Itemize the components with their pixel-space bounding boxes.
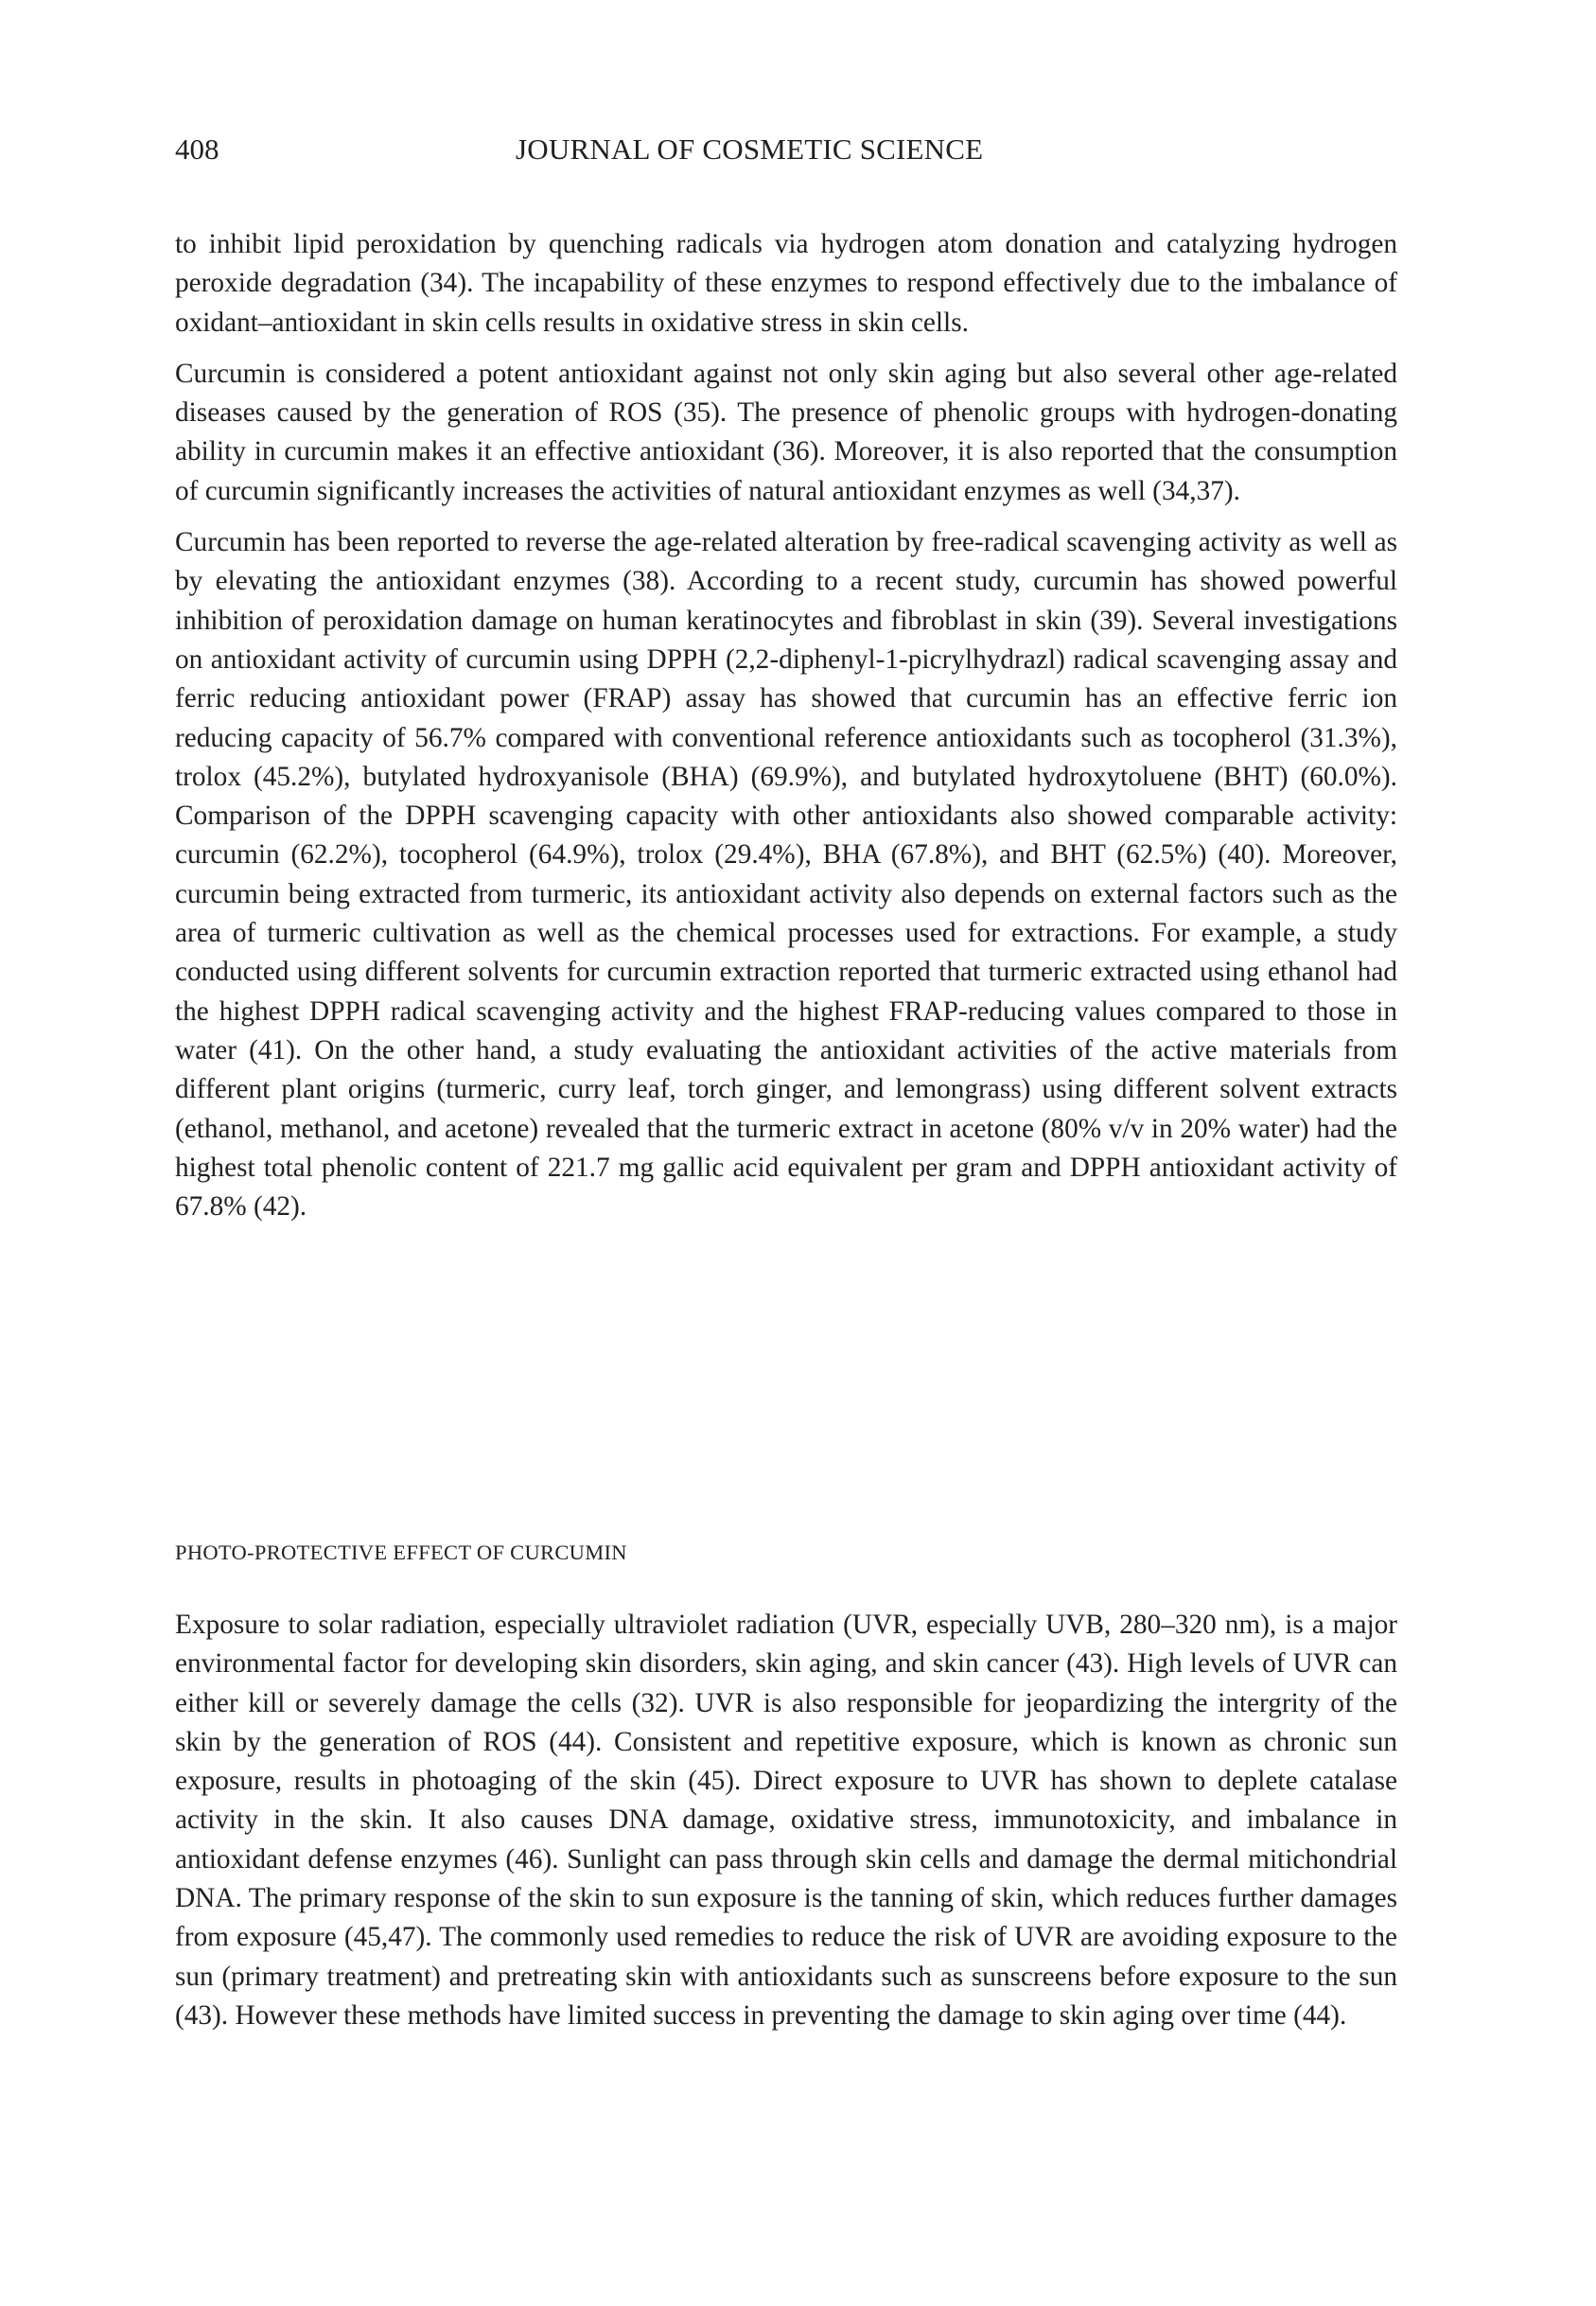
section-body: [175, 1606, 1397, 2048]
body-text-continuation: [175, 225, 1397, 1239]
paragraph-curcumin-potent-antioxidant: Curcumin is considered a potent antioxidant against not only skin aging but also several other age-related diseases caused by the generation of ROS (35). The presence of phenolic groups with hydrogen-donating ability in curcumin makes it an effective antioxidant (36). Moreover, it is also reported that the consumption of curcumin significantly increases the activities of natural antioxidant enzymes as well (34,37).: [175, 358, 1397, 506]
paragraph-antioxidant-enzymes: to inhibit lipid peroxidation by quenching radicals via hydrogen atom donation and catalyzing hydrogen peroxide degradation (34). The incapability of these enzymes to respond effectively due to the imbalance of oxidant–antioxidant in skin cells results in oxidative stress in skin cells.: [175, 229, 1397, 338]
section-heading: PHOTO-PROTECTIVE EFFECT OF CURCUMIN: [175, 1540, 627, 1564]
paragraph-curcumin-scavenging-studies: Curcumin has been reported to reverse the age-related alteration by free-radical scavenging activity as well as by elevating the antioxidant enzymes (38). According to a recent study, curcumin has showed powerful inhibition of peroxidation damage on human keratinocytes and fibroblast in skin (39). Several investigations on antioxidant activity of curcumin using DPPH (2,2-diphenyl-1-picrylhydrazl) radical scavenging assay and ferric reducing antioxidant power (FRAP) assay has showed that curcumin has an effective ferric ion reducing capacity of 56.7% compared with conventional reference antioxidants such as tocopherol (31.3%), trolox (45.2%), butylated hydroxyanisole (BHA) (69.9%), and butylated hydroxytoluene (BHT) (60.0%). Comparison of the DPPH scavenging capacity with other antioxidants also showed comparable activity: curcumin (62.2%), tocopherol (64.9%), trolox (29.4%), BHA (67.8%), and BHT (62.5%) (40). Moreover, curcumin being extracted from turmeric, its antioxidant activity also depends on external factors such as the area of turmeric cultivation as well as the chemical processes used for extractions. For example, a study conducted using different solvents for curcumin extraction reported that turmeric extracted using ethanol had the highest DPPH radical scavenging activity and the highest FRAP-reducing values compared to those in water (41). On the other hand, a study evaluating the antioxidant activities of the active materials from different plant origins (turmeric, curry leaf, torch ginger, and lemongrass) using different solvent extracts (ethanol, methanol, and acetone) revealed that the turmeric extract in acetone (80% v/v in 20% water) had the highest total phenolic content of 221.7 mg gallic acid equivalent per gram and DPPH antioxidant activity of 67.8% (42).: [175, 527, 1397, 1223]
paragraph-uv-exposure: Exposure to solar radiation, especially ultraviolet radiation (UVR, especially UVB, 280–320 nm), is a major environmental factor for developing skin disorders, skin aging, and skin cancer (43). High levels of UVR can either kill or severely damage the cells (32). UVR is also responsible for jeopardizing the intergrity of the skin by the generation of ROS (44). Consistent and repetitive exposure, which is known as chronic sun exposure, results in photoaging of the skin (45). Direct exposure to UVR has shown to deplete catalase activity in the skin. It also causes DNA damage, oxidative stress, immunotoxicity, and imbalance in antioxidant defense enzymes (46). Sunlight can pass through skin cells and damage the dermal mitichondrial DNA. The primary response of the skin to sun exposure is the tanning of skin, which reduces further damages from exposure (45,47). The commonly used remedies to reduce the risk of UVR are avoiding exposure to the sun (primary treatment) and pretreating skin with antioxidants such as sunscreens before exposure to the sun (43). However these methods have limited success in preventing the damage to skin aging over time (44).: [175, 1610, 1397, 2031]
journal-title: JOURNAL OF COSMETIC SCIENCE: [516, 132, 984, 166]
page-number: 408: [175, 132, 219, 166]
running-header: [175, 131, 1395, 168]
